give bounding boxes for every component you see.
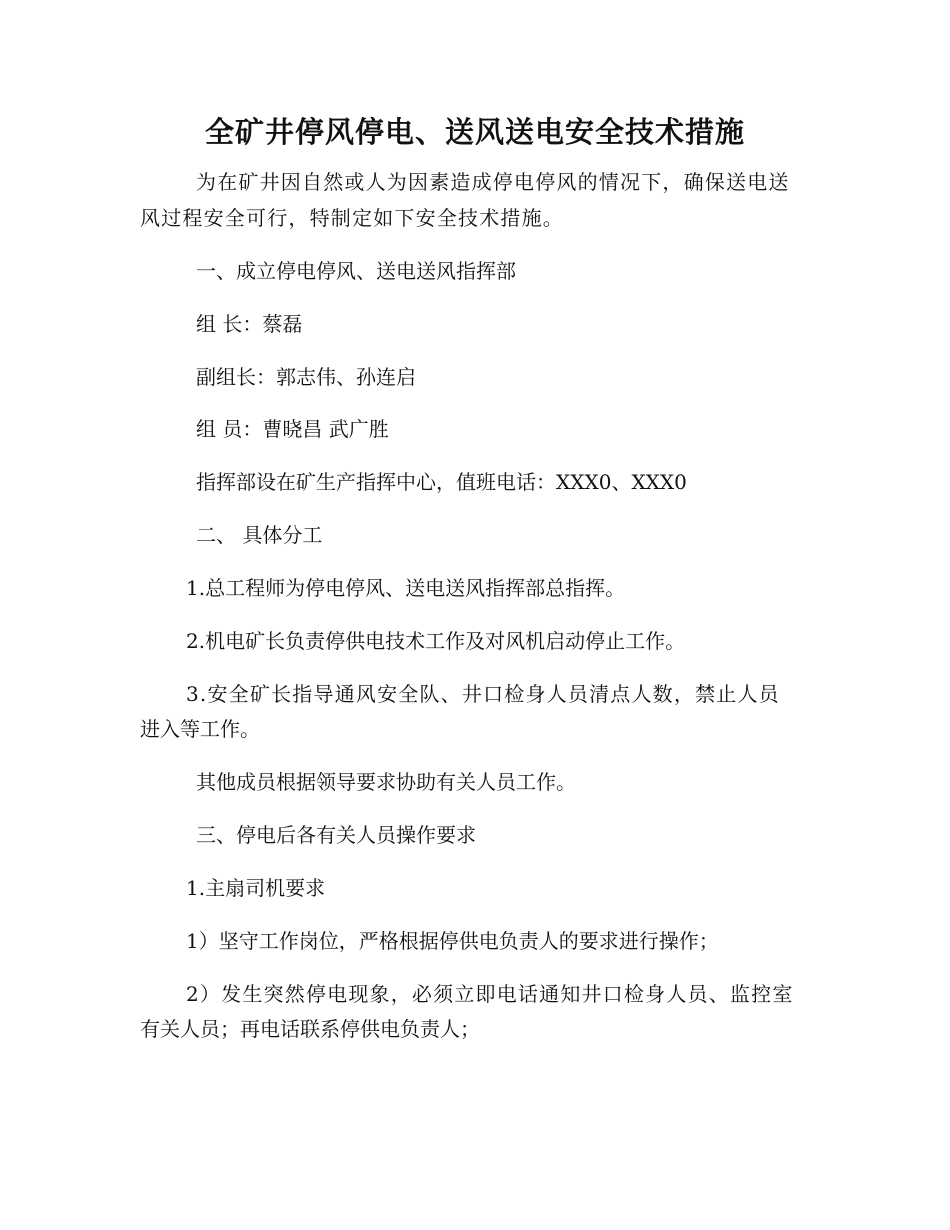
section-1-heading: 一、成立停电停风、送电送风指挥部 — [196, 259, 516, 283]
section-2-heading: 二、 具体分工 — [196, 523, 323, 547]
duty-item-1: 1.总工程师为停电停风、送电送风指挥部总指挥。 — [186, 576, 626, 600]
document-title: 全矿井停风停电、送风送电安全技术措施 — [204, 115, 745, 149]
subsection-1-heading: 1.主扇司机要求 — [186, 876, 326, 900]
leader-line: 组 长：蔡磊 — [196, 312, 303, 336]
intro-paragraph-line-2: 风过程安全可行，特制定如下安全技术措施。 — [140, 206, 564, 230]
members-line: 组 员：曹晓昌 武广胜 — [196, 417, 389, 441]
hq-location-line: 指挥部设在矿生产指挥中心，值班电话：XXX0、XXX0 — [196, 470, 687, 494]
duty-other-line: 其他成员根据领导要求协助有关人员工作。 — [196, 770, 576, 794]
requirement-2-line-1: 2）发生突然停电现象，必须立即电话通知井口检身人员、监控室 — [186, 982, 794, 1006]
duty-item-3-line-2: 进入等工作。 — [140, 717, 260, 741]
section-3-heading: 三、停电后各有关人员操作要求 — [196, 823, 476, 847]
deputy-leader-line: 副组长：郭志伟、孙连启 — [196, 365, 416, 389]
duty-item-2: 2.机电矿长负责停供电技术工作及对风机启动停止工作。 — [186, 629, 686, 653]
duty-item-3-line-1: 3.安全矿长指导通风安全队、井口检身人员清点人数，禁止人员 — [186, 682, 780, 706]
requirement-2-line-2: 有关人员；再电话联系停供电负责人； — [140, 1017, 480, 1041]
intro-paragraph-line-1: 为在矿井因自然或人为因素造成停电停风的情况下，确保送电送 — [196, 170, 790, 194]
requirement-1: 1）坚守工作岗位，严格根据停供电负责人的要求进行操作； — [186, 929, 719, 953]
